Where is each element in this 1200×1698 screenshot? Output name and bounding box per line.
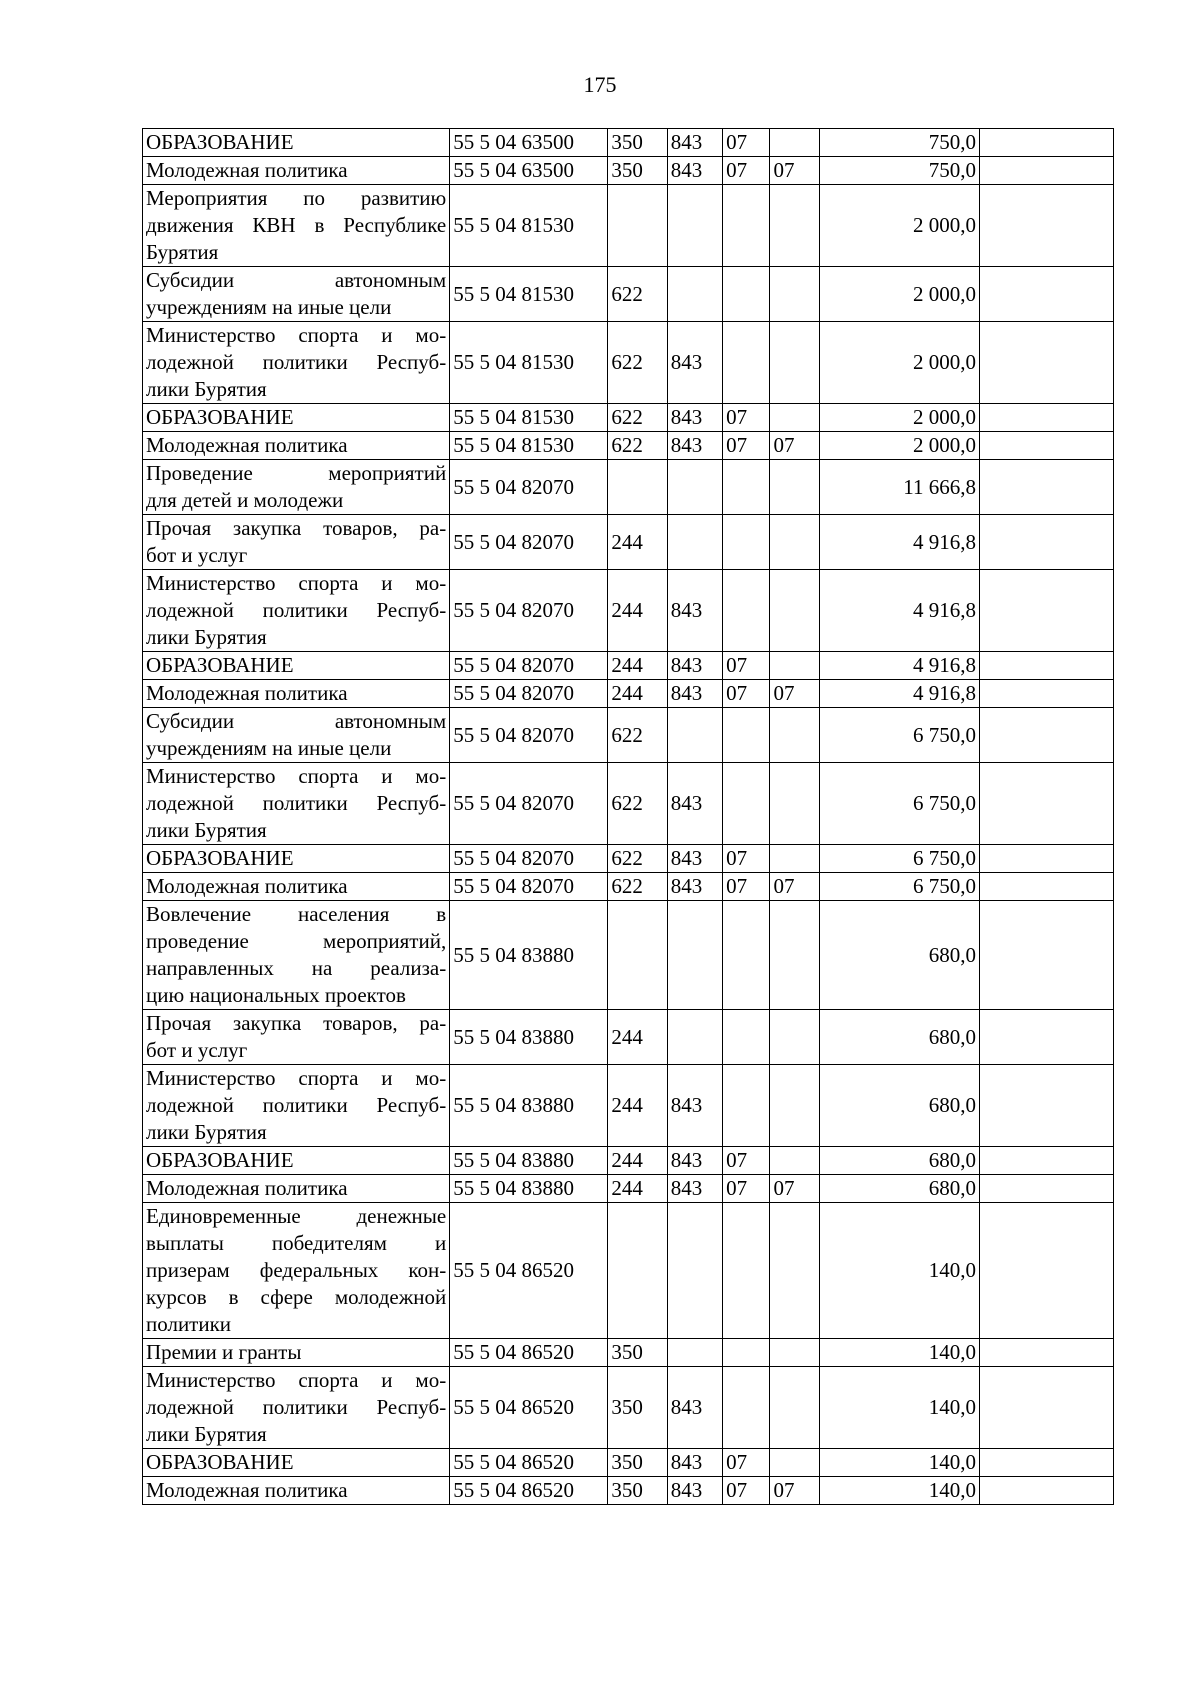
table-row — [143, 1367, 1114, 1449]
name-cell — [143, 652, 450, 680]
empty-cell — [979, 1065, 1113, 1147]
pr-cell: 07 — [770, 873, 819, 901]
sum-cell: 6 750,0 — [819, 708, 979, 763]
name-line: лики Бурятия — [146, 625, 267, 649]
name-cell — [143, 763, 450, 845]
name-line: Молодежная политика — [146, 433, 348, 457]
sum-cell: 6 750,0 — [819, 873, 979, 901]
name-line: Молодежная политика — [146, 681, 348, 705]
rz-cell: 07 — [723, 157, 770, 185]
vr-cell: 244 — [608, 570, 667, 652]
csr-cell: 55 5 04 82070 — [450, 680, 608, 708]
name-cell — [143, 570, 450, 652]
name-cell — [143, 1147, 450, 1175]
table-row — [143, 432, 1114, 460]
csr-cell: 55 5 04 83880 — [450, 1010, 608, 1065]
rz-cell: 07 — [723, 845, 770, 873]
pr-cell: 07 — [770, 1175, 819, 1203]
pr-cell — [770, 1065, 819, 1147]
grbs-cell — [667, 1339, 722, 1367]
name-line: ОБРАЗОВАНИЕ — [146, 1148, 294, 1172]
rz-cell — [723, 708, 770, 763]
empty-cell — [979, 1477, 1113, 1505]
name-line: учреждениям на иные цели — [146, 736, 392, 760]
name-cell — [143, 901, 450, 1010]
sum-cell: 140,0 — [819, 1339, 979, 1367]
vr-cell: 244 — [608, 652, 667, 680]
name-line: ОБРАЗОВАНИЕ — [146, 846, 294, 870]
name-line: Субсидии автономным — [146, 709, 447, 733]
name-line: Бурятия — [146, 240, 219, 264]
csr-cell: 55 5 04 81530 — [450, 267, 608, 322]
table-row — [143, 845, 1114, 873]
grbs-cell — [667, 708, 722, 763]
vr-cell: 244 — [608, 1175, 667, 1203]
grbs-cell: 843 — [667, 570, 722, 652]
name-line: политики — [146, 1312, 232, 1336]
pr-cell — [770, 1010, 819, 1065]
pr-cell — [770, 901, 819, 1010]
name-line: призерам федеральных кон- — [146, 1258, 447, 1282]
rz-cell: 07 — [723, 404, 770, 432]
grbs-cell — [667, 460, 722, 515]
name-cell — [143, 129, 450, 157]
table-row — [143, 515, 1114, 570]
pr-cell — [770, 570, 819, 652]
csr-cell: 55 5 04 82070 — [450, 652, 608, 680]
empty-cell — [979, 460, 1113, 515]
sum-cell: 140,0 — [819, 1203, 979, 1339]
vr-cell: 244 — [608, 680, 667, 708]
pr-cell — [770, 1339, 819, 1367]
empty-cell — [979, 901, 1113, 1010]
name-cell — [143, 515, 450, 570]
vr-cell: 244 — [608, 1010, 667, 1065]
vr-cell: 622 — [608, 267, 667, 322]
grbs-cell — [667, 1010, 722, 1065]
name-line: ОБРАЗОВАНИЕ — [146, 1450, 294, 1474]
name-cell — [143, 1339, 450, 1367]
csr-cell: 55 5 04 81530 — [450, 185, 608, 267]
vr-cell: 244 — [608, 515, 667, 570]
pr-cell: 07 — [770, 680, 819, 708]
name-line: Мероприятия по развитию — [146, 186, 447, 210]
name-cell — [143, 1203, 450, 1339]
name-line: направленных на реализа- — [146, 956, 447, 980]
empty-cell — [979, 1175, 1113, 1203]
pr-cell — [770, 845, 819, 873]
csr-cell: 55 5 04 83880 — [450, 1065, 608, 1147]
sum-cell: 750,0 — [819, 129, 979, 157]
name-line: лики Бурятия — [146, 818, 267, 842]
grbs-cell — [667, 267, 722, 322]
csr-cell: 55 5 04 82070 — [450, 570, 608, 652]
csr-cell: 55 5 04 86520 — [450, 1477, 608, 1505]
sum-cell: 140,0 — [819, 1477, 979, 1505]
sum-cell: 4 916,8 — [819, 570, 979, 652]
pr-cell — [770, 515, 819, 570]
pr-cell — [770, 322, 819, 404]
table-row — [143, 157, 1114, 185]
table-row — [143, 901, 1114, 1010]
name-line: лики Бурятия — [146, 1422, 267, 1446]
pr-cell — [770, 267, 819, 322]
name-line: курсов в сфере молодежной — [146, 1285, 447, 1309]
vr-cell: 350 — [608, 1477, 667, 1505]
name-line: лодежной политики Респуб- — [146, 791, 447, 815]
empty-cell — [979, 322, 1113, 404]
vr-cell — [608, 185, 667, 267]
csr-cell: 55 5 04 82070 — [450, 845, 608, 873]
sum-cell: 4 916,8 — [819, 680, 979, 708]
sum-cell: 4 916,8 — [819, 652, 979, 680]
sum-cell: 680,0 — [819, 901, 979, 1010]
name-cell — [143, 404, 450, 432]
table-row — [143, 185, 1114, 267]
empty-cell — [979, 267, 1113, 322]
grbs-cell: 843 — [667, 157, 722, 185]
empty-cell — [979, 680, 1113, 708]
rz-cell: 07 — [723, 1477, 770, 1505]
table-row — [143, 1203, 1114, 1339]
budget-table — [142, 128, 1114, 1505]
name-line: Молодежная политика — [146, 874, 348, 898]
grbs-cell: 843 — [667, 1147, 722, 1175]
rz-cell — [723, 1203, 770, 1339]
grbs-cell: 843 — [667, 652, 722, 680]
vr-cell — [608, 460, 667, 515]
vr-cell: 244 — [608, 1147, 667, 1175]
grbs-cell: 843 — [667, 845, 722, 873]
sum-cell: 6 750,0 — [819, 845, 979, 873]
name-line: бот и услуг — [146, 1038, 248, 1062]
empty-cell — [979, 652, 1113, 680]
grbs-cell — [667, 901, 722, 1010]
name-cell — [143, 432, 450, 460]
pr-cell — [770, 1449, 819, 1477]
rz-cell: 07 — [723, 873, 770, 901]
table-row — [143, 267, 1114, 322]
csr-cell: 55 5 04 83880 — [450, 1175, 608, 1203]
sum-cell: 2 000,0 — [819, 322, 979, 404]
pr-cell: 07 — [770, 432, 819, 460]
name-line: Молодежная политика — [146, 158, 348, 182]
empty-cell — [979, 1367, 1113, 1449]
sum-cell: 140,0 — [819, 1449, 979, 1477]
name-line: лодежной политики Респуб- — [146, 1395, 447, 1419]
budget-table-body — [143, 129, 1114, 1505]
pr-cell: 07 — [770, 1477, 819, 1505]
table-row — [143, 570, 1114, 652]
table-row — [143, 873, 1114, 901]
csr-cell: 55 5 04 82070 — [450, 515, 608, 570]
name-cell — [143, 845, 450, 873]
sum-cell: 680,0 — [819, 1175, 979, 1203]
csr-cell: 55 5 04 63500 — [450, 157, 608, 185]
rz-cell — [723, 901, 770, 1010]
grbs-cell — [667, 515, 722, 570]
name-line: Молодежная политика — [146, 1176, 348, 1200]
csr-cell: 55 5 04 82070 — [450, 763, 608, 845]
name-cell — [143, 267, 450, 322]
rz-cell — [723, 1065, 770, 1147]
sum-cell: 2 000,0 — [819, 432, 979, 460]
name-line: Министерство спорта и мо- — [146, 323, 447, 347]
table-row — [143, 322, 1114, 404]
name-line: лодежной политики Респуб- — [146, 350, 447, 374]
name-line: Министерство спорта и мо- — [146, 571, 447, 595]
grbs-cell: 843 — [667, 1065, 722, 1147]
rz-cell — [723, 570, 770, 652]
rz-cell — [723, 460, 770, 515]
vr-cell: 622 — [608, 763, 667, 845]
vr-cell: 622 — [608, 845, 667, 873]
vr-cell: 350 — [608, 1339, 667, 1367]
rz-cell — [723, 267, 770, 322]
name-line: Министерство спорта и мо- — [146, 764, 447, 788]
table-row — [143, 404, 1114, 432]
empty-cell — [979, 1449, 1113, 1477]
vr-cell: 622 — [608, 873, 667, 901]
vr-cell: 350 — [608, 1367, 667, 1449]
vr-cell: 350 — [608, 129, 667, 157]
name-cell — [143, 1367, 450, 1449]
table-row — [143, 1449, 1114, 1477]
name-cell — [143, 322, 450, 404]
name-line: учреждениям на иные цели — [146, 295, 392, 319]
name-line: для детей и молодежи — [146, 488, 344, 512]
vr-cell: 622 — [608, 432, 667, 460]
pr-cell — [770, 129, 819, 157]
grbs-cell: 843 — [667, 763, 722, 845]
name-line: Субсидии автономным — [146, 268, 447, 292]
empty-cell — [979, 1010, 1113, 1065]
rz-cell: 07 — [723, 129, 770, 157]
sum-cell: 2 000,0 — [819, 185, 979, 267]
pr-cell — [770, 185, 819, 267]
rz-cell: 07 — [723, 652, 770, 680]
name-line: лики Бурятия — [146, 1120, 267, 1144]
name-cell — [143, 680, 450, 708]
csr-cell: 55 5 04 81530 — [450, 432, 608, 460]
empty-cell — [979, 1147, 1113, 1175]
grbs-cell — [667, 1203, 722, 1339]
name-cell — [143, 157, 450, 185]
rz-cell: 07 — [723, 680, 770, 708]
pr-cell — [770, 708, 819, 763]
table-row — [143, 652, 1114, 680]
table-row — [143, 1175, 1114, 1203]
rz-cell — [723, 185, 770, 267]
name-cell — [143, 185, 450, 267]
pr-cell — [770, 460, 819, 515]
empty-cell — [979, 708, 1113, 763]
rz-cell: 07 — [723, 432, 770, 460]
pr-cell: 07 — [770, 157, 819, 185]
vr-cell: 350 — [608, 1449, 667, 1477]
name-line: бот и услуг — [146, 543, 248, 567]
pr-cell — [770, 404, 819, 432]
table-row — [143, 1477, 1114, 1505]
table-row — [143, 460, 1114, 515]
name-line: Премии и гранты — [146, 1340, 302, 1364]
empty-cell — [979, 570, 1113, 652]
sum-cell: 680,0 — [819, 1010, 979, 1065]
rz-cell — [723, 763, 770, 845]
csr-cell: 55 5 04 81530 — [450, 404, 608, 432]
empty-cell — [979, 1203, 1113, 1339]
name-cell — [143, 460, 450, 515]
sum-cell: 11 666,8 — [819, 460, 979, 515]
name-line: Министерство спорта и мо- — [146, 1368, 447, 1392]
table-row — [143, 763, 1114, 845]
rz-cell: 07 — [723, 1147, 770, 1175]
empty-cell — [979, 515, 1113, 570]
sum-cell: 750,0 — [819, 157, 979, 185]
grbs-cell: 843 — [667, 1477, 722, 1505]
name-line: Прочая закупка товаров, ра- — [146, 1011, 447, 1035]
sum-cell: 680,0 — [819, 1065, 979, 1147]
csr-cell: 55 5 04 86520 — [450, 1203, 608, 1339]
sum-cell: 680,0 — [819, 1147, 979, 1175]
pr-cell — [770, 652, 819, 680]
vr-cell: 622 — [608, 404, 667, 432]
table-row — [143, 1065, 1114, 1147]
name-cell — [143, 873, 450, 901]
rz-cell — [723, 1339, 770, 1367]
grbs-cell: 843 — [667, 404, 722, 432]
name-cell — [143, 1477, 450, 1505]
name-line: ОБРАЗОВАНИЕ — [146, 405, 294, 429]
rz-cell: 07 — [723, 1449, 770, 1477]
name-line: ОБРАЗОВАНИЕ — [146, 130, 294, 154]
sum-cell: 6 750,0 — [819, 763, 979, 845]
grbs-cell: 843 — [667, 1367, 722, 1449]
rz-cell: 07 — [723, 1175, 770, 1203]
vr-cell: 244 — [608, 1065, 667, 1147]
csr-cell: 55 5 04 82070 — [450, 708, 608, 763]
empty-cell — [979, 185, 1113, 267]
sum-cell: 2 000,0 — [819, 404, 979, 432]
grbs-cell: 843 — [667, 873, 722, 901]
grbs-cell: 843 — [667, 322, 722, 404]
empty-cell — [979, 873, 1113, 901]
pr-cell — [770, 1147, 819, 1175]
name-line: движения КВН в Республике — [146, 213, 447, 237]
csr-cell: 55 5 04 81530 — [450, 322, 608, 404]
csr-cell: 55 5 04 86520 — [450, 1367, 608, 1449]
vr-cell — [608, 901, 667, 1010]
vr-cell — [608, 1203, 667, 1339]
csr-cell: 55 5 04 82070 — [450, 873, 608, 901]
table-row — [143, 1010, 1114, 1065]
sum-cell: 2 000,0 — [819, 267, 979, 322]
empty-cell — [979, 432, 1113, 460]
grbs-cell: 843 — [667, 1175, 722, 1203]
sum-cell: 140,0 — [819, 1367, 979, 1449]
rz-cell — [723, 322, 770, 404]
csr-cell: 55 5 04 83880 — [450, 1147, 608, 1175]
name-cell — [143, 708, 450, 763]
rz-cell — [723, 515, 770, 570]
table-row — [143, 1147, 1114, 1175]
grbs-cell: 843 — [667, 432, 722, 460]
grbs-cell: 843 — [667, 129, 722, 157]
grbs-cell: 843 — [667, 1449, 722, 1477]
table-row — [143, 1339, 1114, 1367]
name-cell — [143, 1010, 450, 1065]
empty-cell — [979, 157, 1113, 185]
name-line: лодежной политики Респуб- — [146, 598, 447, 622]
rz-cell — [723, 1010, 770, 1065]
name-line: Вовлечение населения в — [146, 902, 447, 926]
csr-cell: 55 5 04 86520 — [450, 1449, 608, 1477]
pr-cell — [770, 1367, 819, 1449]
name-cell — [143, 1449, 450, 1477]
name-line: Министерство спорта и мо- — [146, 1066, 447, 1090]
grbs-cell — [667, 185, 722, 267]
csr-cell: 55 5 04 63500 — [450, 129, 608, 157]
vr-cell: 622 — [608, 322, 667, 404]
vr-cell: 622 — [608, 708, 667, 763]
page-number: 175 — [583, 72, 617, 97]
name-cell — [143, 1065, 450, 1147]
pr-cell — [770, 763, 819, 845]
name-line: Прочая закупка товаров, ра- — [146, 516, 447, 540]
csr-cell: 55 5 04 83880 — [450, 901, 608, 1010]
name-line: Единовременные денежные — [146, 1204, 447, 1228]
pr-cell — [770, 1203, 819, 1339]
name-line: Молодежная политика — [146, 1478, 348, 1502]
csr-cell: 55 5 04 82070 — [450, 460, 608, 515]
table-row — [143, 680, 1114, 708]
name-line: выплаты победителям и — [146, 1231, 447, 1255]
name-line: лодежной политики Респуб- — [146, 1093, 447, 1117]
empty-cell — [979, 1339, 1113, 1367]
empty-cell — [979, 845, 1113, 873]
name-cell — [143, 1175, 450, 1203]
sum-cell: 4 916,8 — [819, 515, 979, 570]
vr-cell: 350 — [608, 157, 667, 185]
empty-cell — [979, 129, 1113, 157]
name-line: Проведение мероприятий — [146, 461, 447, 485]
csr-cell: 55 5 04 86520 — [450, 1339, 608, 1367]
name-line: ОБРАЗОВАНИЕ — [146, 653, 294, 677]
rz-cell — [723, 1367, 770, 1449]
table-row — [143, 708, 1114, 763]
table-row — [143, 129, 1114, 157]
name-line: лики Бурятия — [146, 377, 267, 401]
name-line: цию национальных проектов — [146, 983, 406, 1007]
empty-cell — [979, 763, 1113, 845]
empty-cell — [979, 404, 1113, 432]
grbs-cell: 843 — [667, 680, 722, 708]
name-line: проведение мероприятий, — [146, 929, 447, 953]
